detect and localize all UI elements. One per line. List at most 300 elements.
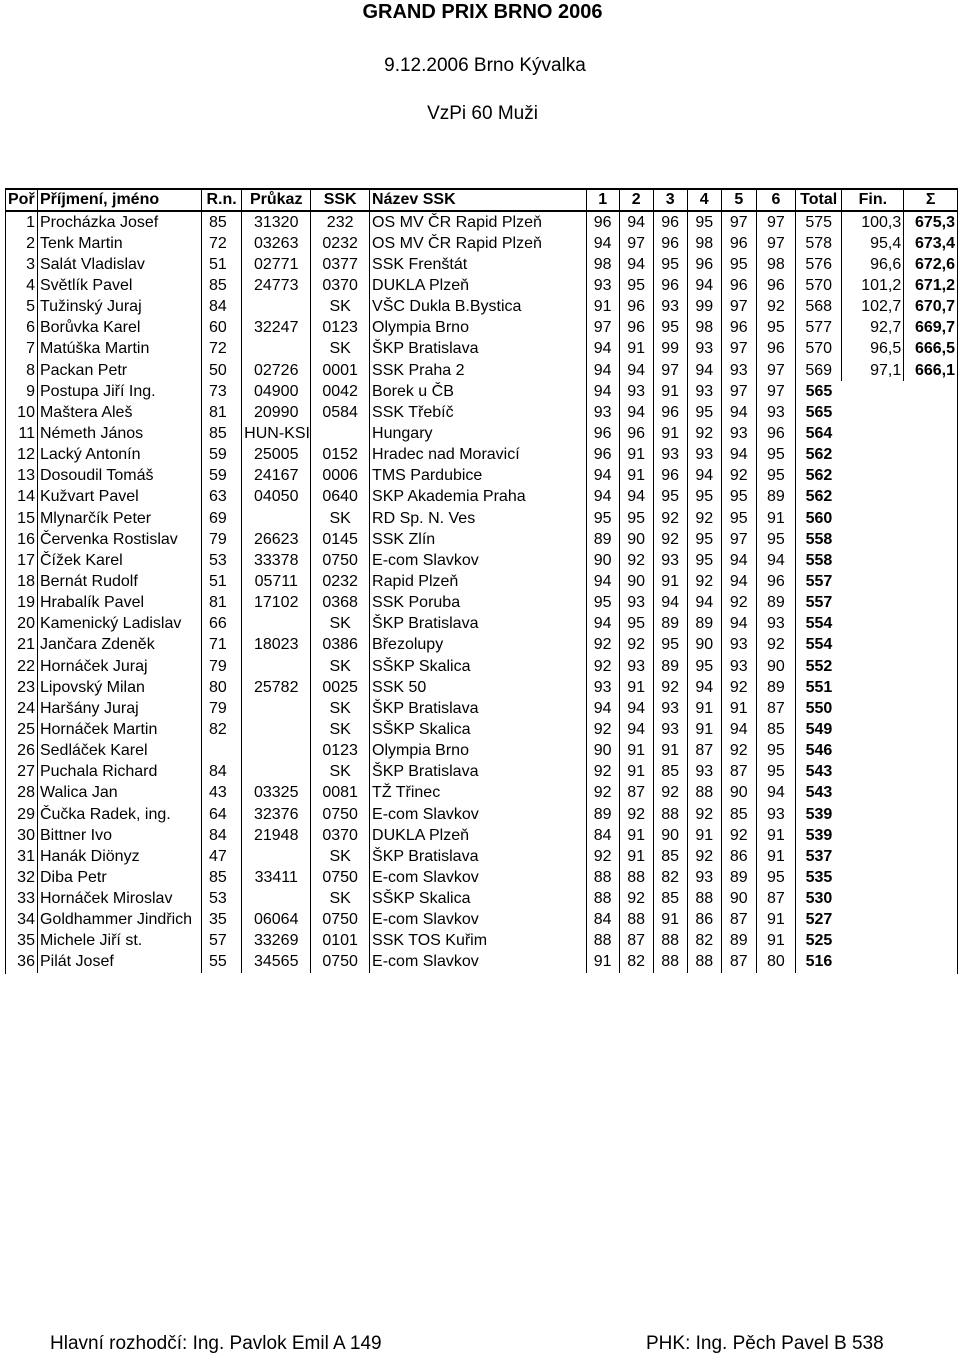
table-cell: 69 [201,508,241,529]
table-cell: 88 [687,952,721,974]
table-row [6,677,958,698]
table-cell: 8 [6,360,38,381]
table-cell: Čučka Radek, ing. [37,804,201,825]
table-cell: 95 [687,529,721,550]
table-cell: SK [311,656,370,677]
table-cell: 91 [619,825,653,846]
table-cell: 525 [795,931,841,952]
table-cell: 93 [653,550,687,571]
table-cell: 89 [721,867,756,888]
table-cell: 93 [756,614,795,635]
table-cell: 0640 [311,487,370,508]
table-cell: 96 [756,423,795,444]
column-header: Poř [6,189,38,211]
table-cell: 94 [586,614,619,635]
table-cell: 93 [721,656,756,677]
column-header: 5 [721,189,756,211]
table-cell [904,487,958,508]
table-cell: 576 [795,254,841,275]
column-header: 4 [687,189,721,211]
table-cell: 92 [756,297,795,318]
table-row [6,825,958,846]
table-cell: SK [311,297,370,318]
table-cell: 98 [756,254,795,275]
table-row [6,910,958,931]
table-cell: Dosoudil Tomáš [37,466,201,487]
table-cell: 87 [619,931,653,952]
table-row [6,254,958,275]
table-cell: 0042 [311,381,370,402]
table-cell: 91 [687,825,721,846]
table-cell: 02771 [242,254,311,275]
table-cell: 79 [201,698,241,719]
table-cell: 94 [619,360,653,381]
table-row [6,635,958,656]
table-cell [904,423,958,444]
table-row [6,867,958,888]
table-cell: 565 [795,381,841,402]
table-cell: 91 [687,698,721,719]
table-cell: 0386 [311,635,370,656]
table-cell: 63 [201,487,241,508]
table-cell: 0145 [311,529,370,550]
date-place: 9.12.2006 Brno Kývalka [384,55,586,76]
table-cell: 05711 [242,571,311,592]
table-cell: 0123 [311,318,370,339]
table-cell: SSK 50 [370,677,587,698]
table-cell: 0081 [311,783,370,804]
table-cell: 21 [6,635,38,656]
table-row [6,762,958,783]
table-cell: 94 [586,698,619,719]
table-cell [242,846,311,867]
table-cell: 03263 [242,233,311,254]
table-cell [904,783,958,804]
table-cell: 91 [619,762,653,783]
table-cell: 0750 [311,867,370,888]
table-cell: 96,6 [842,254,904,275]
table-cell: 97 [756,211,795,233]
table-cell: HUN-KSI [242,423,311,444]
table-cell: 66 [201,614,241,635]
table-cell: 92 [653,508,687,529]
table-cell: 31 [6,846,38,867]
table-cell: 96 [653,233,687,254]
table-cell: 94 [586,466,619,487]
table-cell: SSK Zlín [370,529,587,550]
table-cell: 85 [201,275,241,296]
table-cell: 90 [653,825,687,846]
table-cell: 90 [721,889,756,910]
table-row [6,466,958,487]
table-cell: 549 [795,719,841,740]
table-cell [842,529,904,550]
table-cell: 89 [586,804,619,825]
table-cell: TŽ Třinec [370,783,587,804]
table-row [6,233,958,254]
table-cell: 95 [653,318,687,339]
table-cell: SK [311,762,370,783]
table-cell: 85 [721,804,756,825]
table-cell [904,698,958,719]
table-cell: 91 [756,825,795,846]
table-cell: 96 [653,211,687,233]
table-cell: 94 [586,233,619,254]
table-cell: 0584 [311,402,370,423]
table-body [6,211,958,974]
table-cell [904,529,958,550]
table-cell: 51 [201,571,241,592]
table-cell: 95 [756,741,795,762]
table-cell: 93 [653,719,687,740]
table-cell: Walica Jan [37,783,201,804]
table-cell: 94 [687,466,721,487]
table-cell: 94 [653,593,687,614]
table-cell: 97 [586,318,619,339]
table-row [6,318,958,339]
table-cell: 89 [687,614,721,635]
table-cell [842,783,904,804]
table-cell: Maštera Aleš [37,402,201,423]
table-cell: 33 [6,889,38,910]
table-cell: E-com Slavkov [370,952,587,974]
table-cell: 87 [721,762,756,783]
table-cell: 85 [201,867,241,888]
table-row [6,275,958,296]
table-cell: Borek u ČB [370,381,587,402]
table-cell [904,445,958,466]
table-cell: 554 [795,635,841,656]
table-cell [842,635,904,656]
table-cell: 25782 [242,677,311,698]
table-cell: 0750 [311,952,370,974]
column-header: 1 [586,189,619,211]
table-cell: 3 [6,254,38,275]
table-row [6,339,958,360]
table-cell: 90 [586,550,619,571]
table-cell: 92 [721,466,756,487]
table-cell: 89 [586,529,619,550]
table-cell: 11 [6,423,38,444]
table-cell: 92 [721,593,756,614]
table-cell: 90 [756,656,795,677]
table-cell: 79 [201,656,241,677]
table-cell: VŠC Dukla B.Bystica [370,297,587,318]
table-cell: 101,2 [842,275,904,296]
table-cell: 565 [795,402,841,423]
table-cell: 95 [653,635,687,656]
table-cell: 99 [687,297,721,318]
table-cell: 1 [6,211,38,233]
table-cell: 36 [6,952,38,974]
column-header: Σ [904,189,958,211]
table-cell: 0750 [311,550,370,571]
table-cell: 95 [721,254,756,275]
table-cell: 88 [586,889,619,910]
table-cell: 53 [201,889,241,910]
table-cell: 94 [586,487,619,508]
column-header: 3 [653,189,687,211]
table-cell: 50 [201,360,241,381]
table-cell: 91 [619,741,653,762]
table-cell: Haršány Juraj [37,698,201,719]
table-cell: E-com Slavkov [370,867,587,888]
table-cell: 672,6 [904,254,958,275]
table-cell: 93 [653,297,687,318]
table-cell: 93 [619,656,653,677]
table-cell: 93 [619,381,653,402]
table-row [6,593,958,614]
table-cell: 97,1 [842,360,904,381]
table-cell [242,508,311,529]
table-cell: 92 [687,846,721,867]
table-cell: 88 [653,931,687,952]
table-cell: Matúška Martin [37,339,201,360]
table-cell [904,804,958,825]
column-header: SSK [311,189,370,211]
table-cell: 92 [586,656,619,677]
table-cell: 90 [687,635,721,656]
table-cell: 72 [201,339,241,360]
table-cell: 96 [756,339,795,360]
table-cell: 96 [653,466,687,487]
table-cell: 95 [756,445,795,466]
table-row [6,804,958,825]
table-cell: 670,7 [904,297,958,318]
table-cell: 5 [6,297,38,318]
table-cell: 92 [586,783,619,804]
table-cell: 87 [756,698,795,719]
table-cell: 93 [586,275,619,296]
chief-judge: Hlavní rozhodčí: Ing. Pavlok Emil A 149 [50,1333,382,1354]
table-cell: 560 [795,508,841,529]
table-cell: 94 [756,550,795,571]
table-cell: 94 [619,211,653,233]
table-cell: RD Sp. N. Ves [370,508,587,529]
table-cell [842,677,904,698]
table-cell: 35 [201,910,241,931]
table-cell: 9 [6,381,38,402]
table-row [6,211,958,233]
table-cell: SKP Akademia Praha [370,487,587,508]
table-cell: Bernát Rudolf [37,571,201,592]
table-cell: Čížek Karel [37,550,201,571]
table-cell [842,889,904,910]
table-cell: 92 [586,846,619,867]
table-cell: 93 [721,635,756,656]
table-cell [842,550,904,571]
table-cell: 90 [619,529,653,550]
table-cell: SK [311,508,370,529]
table-cell: 94 [586,571,619,592]
table-cell: 551 [795,677,841,698]
table-cell: Hanák Diönyz [37,846,201,867]
table-cell: 03325 [242,783,311,804]
table-cell: 85 [653,762,687,783]
table-cell: 47 [201,846,241,867]
table-cell: 92 [721,825,756,846]
table-cell [842,804,904,825]
table-cell: 91 [721,698,756,719]
table-cell: 92 [687,571,721,592]
table-cell: 96 [619,318,653,339]
table-cell: SK [311,889,370,910]
table-cell: 88 [687,783,721,804]
table-cell: 33269 [242,931,311,952]
table-cell: 24167 [242,466,311,487]
table-cell [842,571,904,592]
table-cell: 92 [687,423,721,444]
table-cell: Olympia Brno [370,318,587,339]
table-cell: 28 [6,783,38,804]
table-cell: 568 [795,297,841,318]
table-cell: E-com Slavkov [370,804,587,825]
table-cell: 671,2 [904,275,958,296]
table-cell: Březolupy [370,635,587,656]
table-cell: 95 [586,593,619,614]
table-cell: 95 [721,487,756,508]
table-cell: 564 [795,423,841,444]
table-cell: 92 [687,804,721,825]
table-cell: 98 [687,318,721,339]
table-cell: Tenk Martin [37,233,201,254]
table-cell: Hornáček Miroslav [37,889,201,910]
table-cell: 84 [201,762,241,783]
table-cell: 95 [687,402,721,423]
table-cell [842,487,904,508]
table-cell: 93 [721,360,756,381]
table-cell [842,466,904,487]
table-cell: 30 [6,825,38,846]
table-cell: 92 [586,762,619,783]
table-cell: 91 [756,931,795,952]
table-cell: 95 [619,614,653,635]
table-cell: 97 [721,339,756,360]
table-cell: ŠKP Bratislava [370,698,587,719]
table-cell: 0001 [311,360,370,381]
table-cell: 527 [795,910,841,931]
table-cell: 94 [721,550,756,571]
table-cell: 23 [6,677,38,698]
table-cell: Kamenický Ladislav [37,614,201,635]
table-cell: 92 [619,550,653,571]
column-header: Fin. [842,189,904,211]
table-cell: 18 [6,571,38,592]
table-cell: DUKLA Plzeň [370,825,587,846]
table-cell [842,445,904,466]
table-cell [842,741,904,762]
table-cell: Packan Petr [37,360,201,381]
column-header: R.n. [201,189,241,211]
table-cell: 93 [687,381,721,402]
table-cell [904,762,958,783]
table-cell: Michele Jiří st. [37,931,201,952]
table-cell: ŠKP Bratislava [370,614,587,635]
table-cell: ŠKP Bratislava [370,762,587,783]
table-cell: 558 [795,529,841,550]
table-cell: E-com Slavkov [370,910,587,931]
table-cell: 94 [586,360,619,381]
table-cell: 88 [653,804,687,825]
table-cell [242,719,311,740]
table-cell: 97 [653,360,687,381]
table-row [6,508,958,529]
table-cell: Lacký Antonín [37,445,201,466]
table-cell: 81 [201,402,241,423]
table-cell: 73 [201,381,241,402]
table-cell: Jančara Zdeněk [37,635,201,656]
table-cell: 675,3 [904,211,958,233]
table-cell: 18023 [242,635,311,656]
table-cell: 552 [795,656,841,677]
table-cell: 87 [721,952,756,974]
table-cell: 570 [795,275,841,296]
table-cell: DUKLA Plzeň [370,275,587,296]
table-cell: 04900 [242,381,311,402]
table-cell: 0152 [311,445,370,466]
table-cell: SSK Praha 2 [370,360,587,381]
table-cell: 92 [653,677,687,698]
table-cell [904,402,958,423]
table-cell: 93 [756,804,795,825]
table-cell: 93 [586,677,619,698]
table-cell: 24773 [242,275,311,296]
table-cell: 539 [795,804,841,825]
table-cell: 57 [201,931,241,952]
table-cell: 33378 [242,550,311,571]
table-row [6,423,958,444]
table-cell: Rapid Plzeň [370,571,587,592]
table-cell: 93 [687,445,721,466]
table-cell: 0750 [311,910,370,931]
table-cell: 96 [687,254,721,275]
table-cell: 89 [653,614,687,635]
table-cell [904,952,958,974]
table-cell: 85 [653,846,687,867]
table-cell: 91 [619,466,653,487]
table-cell: 32376 [242,804,311,825]
table-cell: Hradec nad Moravicí [370,445,587,466]
page-title: GRAND PRIX BRNO 2006 [362,1,603,23]
table-cell [842,762,904,783]
table-cell: 81 [201,593,241,614]
table-cell: 31320 [242,211,311,233]
table-cell: 95 [721,508,756,529]
table-cell: 53 [201,550,241,571]
table-row [6,889,958,910]
table-cell [842,931,904,952]
table-cell: 95,4 [842,233,904,254]
table-cell: 91 [687,719,721,740]
table-cell: 94 [586,339,619,360]
table-cell: 22 [6,656,38,677]
table-cell: 0101 [311,931,370,952]
table-cell: SSK TOS Kuřim [370,931,587,952]
table-row [6,381,958,402]
table-cell [904,677,958,698]
table-cell: 96 [586,423,619,444]
table-cell: 97 [756,233,795,254]
table-cell: E-com Slavkov [370,550,587,571]
table-cell: 94 [619,698,653,719]
table-cell [242,889,311,910]
table-cell: 94 [586,381,619,402]
table-cell: 96 [721,233,756,254]
table-cell: 96 [619,423,653,444]
table-cell: 72 [201,233,241,254]
table-cell: 86 [721,846,756,867]
table-cell: 93 [653,445,687,466]
